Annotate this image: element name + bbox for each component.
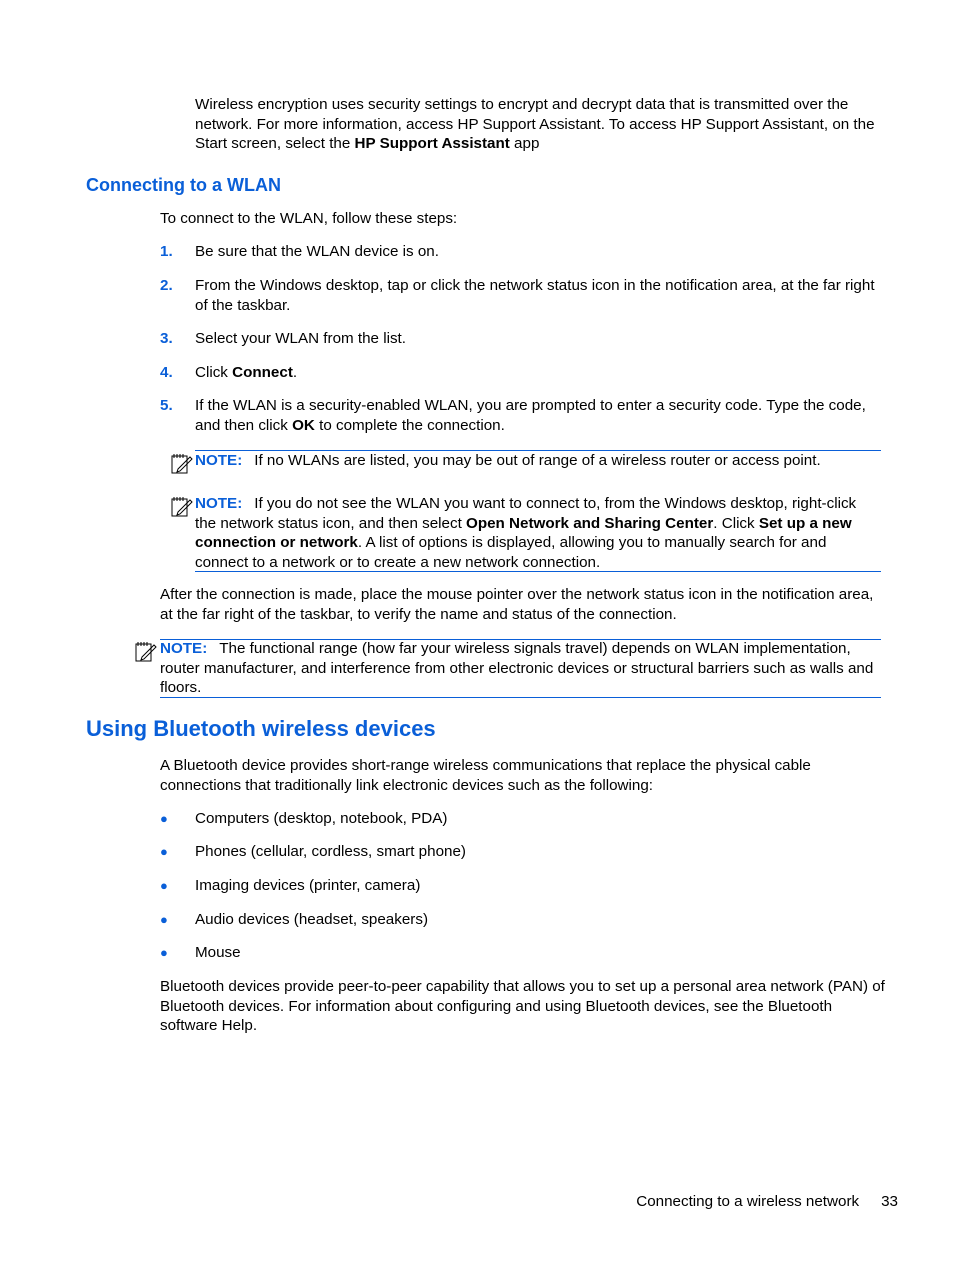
intro-bold: HP Support Assistant [354, 135, 510, 152]
intro-text: Wireless encryption uses security settings to encrypt and decrypt data that is transmitted over the network. For more information, access HP Support Assistant. To access HP Support Assistant, on the Start screen, select the [195, 96, 875, 152]
wlan-after-paragraph: After the connection is made, place the mouse pointer over the network status icon in the notification area, at the far right of the taskbar, to verify the name and status of the connection. [160, 586, 874, 623]
note-rule [195, 571, 881, 572]
note-label: NOTE: [160, 640, 208, 657]
step-number: 2. [160, 277, 173, 294]
note-pad-icon [134, 640, 158, 664]
list-item: Computers (desktop, notebook, PDA) [195, 810, 448, 827]
list-item: Phones (cellular, cordless, smart phone) [195, 843, 466, 860]
note-text: The functional range (how far your wireless signals travel) depends on WLAN implementation, router manufacturer, and interference from other electronic devices or structural barriers such as walls and floors. [160, 640, 874, 696]
note-functional-range [160, 639, 881, 698]
step-number: 5. [160, 397, 173, 414]
intro-paragraph [195, 95, 885, 154]
footer-section-title: Connecting to a wireless network [636, 1193, 860, 1210]
step-text: If the WLAN is a security-enabled WLAN, you are prompted to enter a security code. Type the code, and then click OK to complete the connection. [195, 397, 866, 434]
bullet-icon: ● [160, 945, 168, 960]
step-text: Click Connect. [195, 364, 298, 381]
bluetooth-lead: A Bluetooth device provides short-range wireless communications that replace the physical cable connections that traditionally link electronic devices such as the following: [160, 757, 811, 794]
step-number: 4. [160, 364, 173, 381]
bluetooth-heading: Using Bluetooth wireless devices [86, 716, 436, 741]
wlan-lead: To connect to the WLAN, follow these steps: [160, 210, 458, 227]
bullet-icon: ● [160, 844, 168, 859]
intro-text-end: app [509, 135, 540, 152]
step-text: Select your WLAN from the list. [195, 330, 407, 347]
bluetooth-closing-paragraph: Bluetooth devices provide peer-to-peer capability that allows you to set up a personal area network (PAN) of Bluetooth devices. For information about configuring and using Bluetooth devices, see the Bluetooth software Help. [160, 978, 885, 1034]
step-number: 3. [160, 330, 173, 347]
list-item: Imaging devices (printer, camera) [195, 877, 421, 894]
step-number: 1. [160, 243, 173, 260]
note-label: NOTE: [195, 452, 243, 469]
note-pad-icon [170, 495, 194, 519]
list-item: Mouse [195, 944, 241, 961]
page-footer [560, 1192, 898, 1212]
page-number: 33 [881, 1193, 898, 1210]
wlan-heading: Connecting to a WLAN [86, 175, 281, 195]
step-text: From the Windows desktop, tap or click the network status icon in the notification area, at the far right of the taskbar. [195, 277, 875, 314]
note-wlan-missing: NOTE: If you do not see the WLAN you want to connect to, from the Windows desktop, right-click the network status icon, and then select Open Network and Sharing Center. Click Set up a new connection or network. A list of options is displayed, allowing you to manually search for and connect to a network or to create a new network connection. [195, 495, 857, 571]
list-item: Audio devices (headset, speakers) [195, 911, 429, 928]
bullet-icon: ● [160, 912, 168, 927]
note-pad-icon [170, 452, 194, 476]
note-rule [160, 697, 881, 698]
note-label: NOTE: [195, 495, 243, 512]
bullet-icon: ● [160, 811, 168, 826]
step-text: Be sure that the WLAN device is on. [195, 243, 439, 260]
bullet-icon: ● [160, 878, 168, 893]
note-text: If no WLANs are listed, you may be out of range of a wireless router or access point. [254, 452, 821, 469]
note-wlan-range [195, 451, 885, 471]
